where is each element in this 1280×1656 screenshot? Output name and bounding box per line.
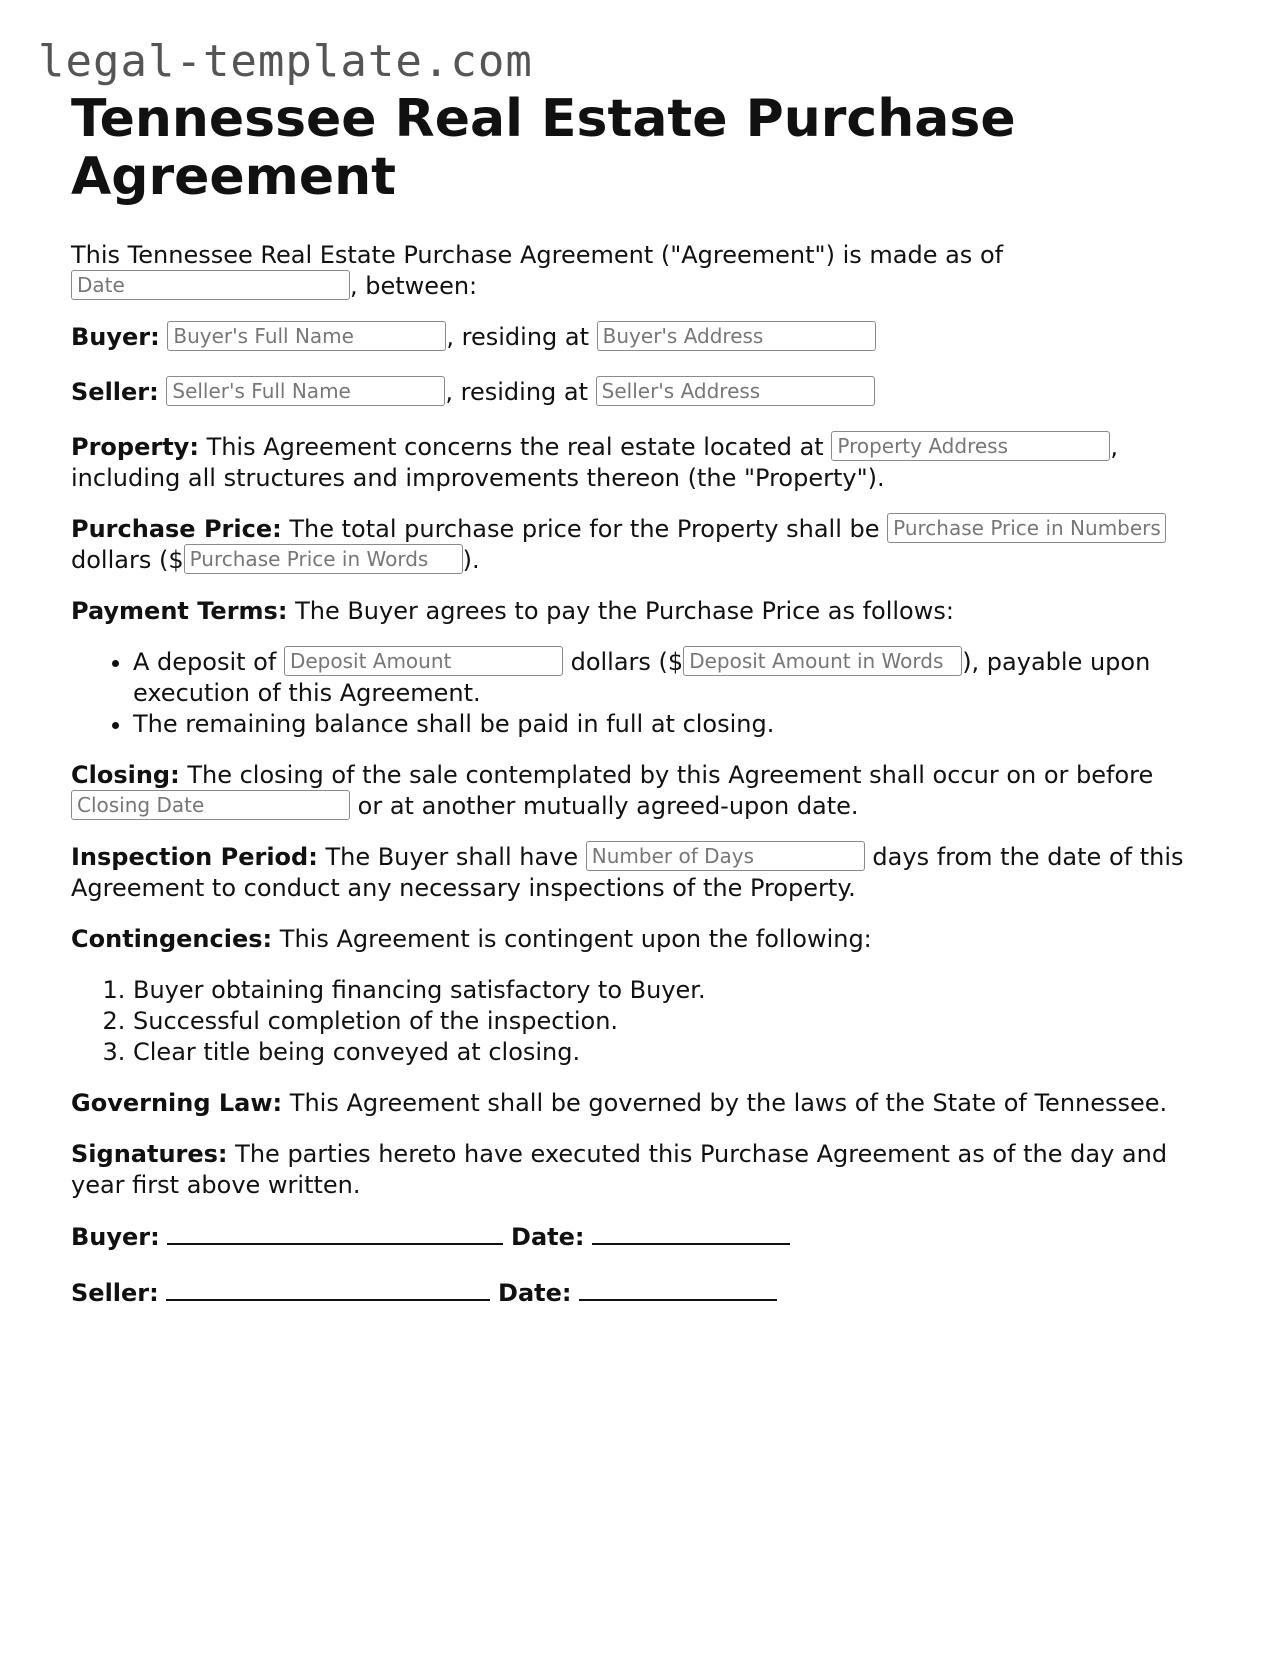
purchase-price-close: ). xyxy=(462,546,480,574)
payment-terms-label: Payment Terms: xyxy=(71,597,288,625)
list-item: 1. Buyer obtaining financing satisfactory to Buyer. xyxy=(133,975,1221,1006)
buyer-date-line[interactable] xyxy=(592,1221,790,1245)
intro-text: This Tennessee Real Estate Purchase Agreement ("Agreement") is made as of xyxy=(71,241,1004,269)
seller-date-line[interactable] xyxy=(579,1277,777,1301)
agreement-date-input[interactable] xyxy=(71,270,350,300)
deposit-text-after: ), payable upon execution of this Agreement. xyxy=(133,648,1151,707)
payment-terms-paragraph xyxy=(71,596,1221,627)
buyer-name-input[interactable] xyxy=(167,321,446,351)
contingencies-label: Contingencies: xyxy=(71,925,273,953)
seller-signature-label: Seller: xyxy=(71,1279,159,1307)
buyer-paragraph xyxy=(71,322,1221,353)
property-label: Property: xyxy=(71,433,199,461)
seller-label: Seller: xyxy=(71,378,159,406)
buyer-signature-line[interactable] xyxy=(167,1221,503,1245)
closing-paragraph xyxy=(71,760,1221,822)
purchase-price-words-input[interactable] xyxy=(184,544,463,574)
seller-signature-row xyxy=(71,1277,1221,1309)
seller-name-input[interactable] xyxy=(166,376,445,406)
list-item: 2. Successful completion of the inspection. xyxy=(133,1006,1221,1037)
deposit-amount-input[interactable] xyxy=(284,646,563,676)
closing-date-input[interactable] xyxy=(71,790,350,820)
seller-paragraph xyxy=(71,377,1221,408)
purchase-price-text: The total purchase price for the Property shall be xyxy=(289,515,880,543)
property-paragraph xyxy=(71,432,1221,494)
list-item: 3. Clear title being conveyed at closing. xyxy=(133,1037,1221,1068)
list-item xyxy=(133,647,1221,709)
seller-signature-line[interactable] xyxy=(166,1277,490,1301)
seller-address-input[interactable] xyxy=(596,376,875,406)
list-item: • The remaining balance shall be paid in full at closing. xyxy=(133,709,1221,740)
deposit-text: A deposit of xyxy=(133,648,277,676)
closing-text-after: or at another mutually agreed-upon date. xyxy=(357,792,859,820)
buyer-label: Buyer: xyxy=(71,323,160,351)
contingencies-list xyxy=(71,975,1221,1068)
buyer-residing: , residing at xyxy=(446,323,590,351)
seller-residing: , residing at xyxy=(445,378,589,406)
closing-text: The closing of the sale contemplated by this Agreement shall occur on or before xyxy=(187,761,1154,789)
deposit-dollars: dollars ($ xyxy=(570,648,684,676)
purchase-price-label: Purchase Price: xyxy=(71,515,282,543)
document xyxy=(71,90,1221,1333)
purchase-price-paragraph xyxy=(71,514,1221,576)
inspection-days-input[interactable] xyxy=(586,841,865,871)
intro-paragraph xyxy=(71,240,1221,302)
payment-terms-text: The Buyer agrees to pay the Purchase Price as follows: xyxy=(295,597,954,625)
signatures-label: Signatures: xyxy=(71,1140,228,1168)
purchase-price-dollars: dollars ($ xyxy=(71,546,184,574)
inspection-text: The Buyer shall have xyxy=(325,843,579,871)
signatures-paragraph xyxy=(71,1139,1221,1201)
property-text: This Agreement concerns the real estate located at xyxy=(206,433,824,461)
payment-terms-list xyxy=(71,647,1221,740)
buyer-date-label: Date: xyxy=(511,1223,585,1251)
contingencies-paragraph xyxy=(71,924,1221,955)
contingencies-text: This Agreement is contingent upon the following: xyxy=(279,925,872,953)
closing-label: Closing: xyxy=(71,761,180,789)
watermark: legal-template.com xyxy=(38,36,533,87)
inspection-paragraph xyxy=(71,842,1221,904)
buyer-signature-label: Buyer: xyxy=(71,1223,160,1251)
signatures-text: The parties hereto have executed this Purchase Agreement as of the day and year first above written. xyxy=(71,1140,1168,1199)
deposit-words-input[interactable] xyxy=(683,646,962,676)
governing-law-text: This Agreement shall be governed by the laws of the State of Tennessee. xyxy=(289,1089,1168,1117)
governing-law-label: Governing Law: xyxy=(71,1089,283,1117)
governing-law-paragraph xyxy=(71,1088,1221,1119)
inspection-text-after: days from the date of this Agreement to conduct any necessary inspections of the Property. xyxy=(71,843,1184,902)
intro-between: , between: xyxy=(350,272,478,300)
seller-date-label: Date: xyxy=(498,1279,572,1307)
property-text-after: , including all structures and improvements thereon (the "Property"). xyxy=(71,433,1118,492)
property-address-input[interactable] xyxy=(831,431,1110,461)
inspection-label: Inspection Period: xyxy=(71,843,318,871)
buyer-address-input[interactable] xyxy=(597,321,876,351)
purchase-price-numbers-input[interactable] xyxy=(887,513,1166,543)
buyer-signature-row xyxy=(71,1221,1221,1253)
page-title: Tennessee Real Estate Purchase Agreement xyxy=(71,89,1016,207)
